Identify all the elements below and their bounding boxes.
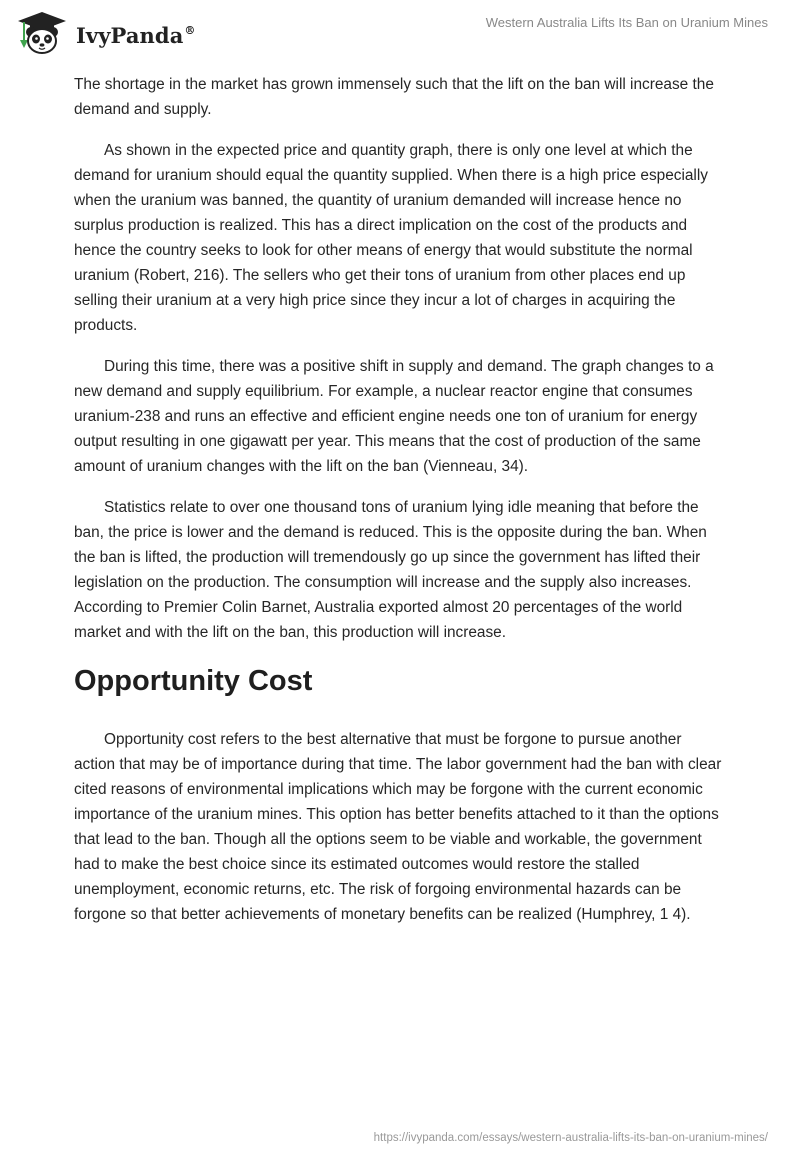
registered-mark: ® [184, 23, 196, 37]
source-url[interactable]: https://ivypanda.com/essays/western-australia-lifts-its-ban-on-uranium-mines/ [373, 1132, 768, 1144]
panda-graduate-icon [14, 10, 70, 56]
paragraph: Opportunity cost refers to the best alternative that must be forgone to pursue another action that may be of importance during that time. The labor government had the ban with clear cited reasons of environmental implications which may be forgone with the current economic importance of the uranium mines. This option has better benefits attached to it than the options that lead to the ban. Though all the options seem to be viable and workable, the government had to make the best choice since its estimated outcomes would restore the stalled unemployment, economic returns, etc. The risk of forgoing environmental hazards can be forgone so that better achievements of monetary benefits can be realized (Humphrey, 1 4). [74, 731, 722, 923]
section-heading: Opportunity Cost [74, 665, 313, 697]
ivypanda-logo[interactable] [14, 10, 196, 56]
page-header [0, 0, 800, 64]
paragraph: During this time, there was a positive shift in supply and demand. The graph changes to a new demand and supply equilibrium. For example, a nuclear reactor engine that consumes uranium-238 and runs an effective and efficient engine needs one ton of uranium for energy output resulting in one gigawatt per year. This means that the cost of production of the same amount of uranium changes with the lift on the ban (Vienneau, 34). [74, 358, 714, 475]
logo-wordmark: IvyPanda® [76, 22, 196, 48]
paragraph: Statistics relate to over one thousand tons of uranium lying idle meaning that before the ban, the price is lower and the demand is reduced. This is the opposite during the ban. When the ban is lifted, the production will tremendously go up since the government has lifted their legislation on the production. The consumption will increase and the supply also increases. According to Premier Colin Barnet, Australia exported almost 20 percentages of the world market and with the lift on the ban, this production will increase. [74, 499, 707, 641]
paragraph: As shown in the expected price and quantity graph, there is only one level at which the demand for uranium should equal the quantity supplied. When there is a high price especially when the uranium was banned, the quantity of uranium demanded will increase hence no surplus production is realized. This has a direct implication on the cost of the products and hence the country seeks to look for other means of energy that would substitute the normal uranium (Robert, 216). The sellers who get their tons of uranium from other places end up selling their uranium at a very high price since they incur a lot of charges in acquiring the products. [74, 142, 708, 334]
paragraph: The shortage in the market has grown immensely such that the lift on the ban will increase the demand and supply. [74, 76, 714, 118]
document-title: Western Australia Lifts Its Ban on Uranium Mines [485, 15, 768, 30]
essay-body [74, 72, 726, 943]
